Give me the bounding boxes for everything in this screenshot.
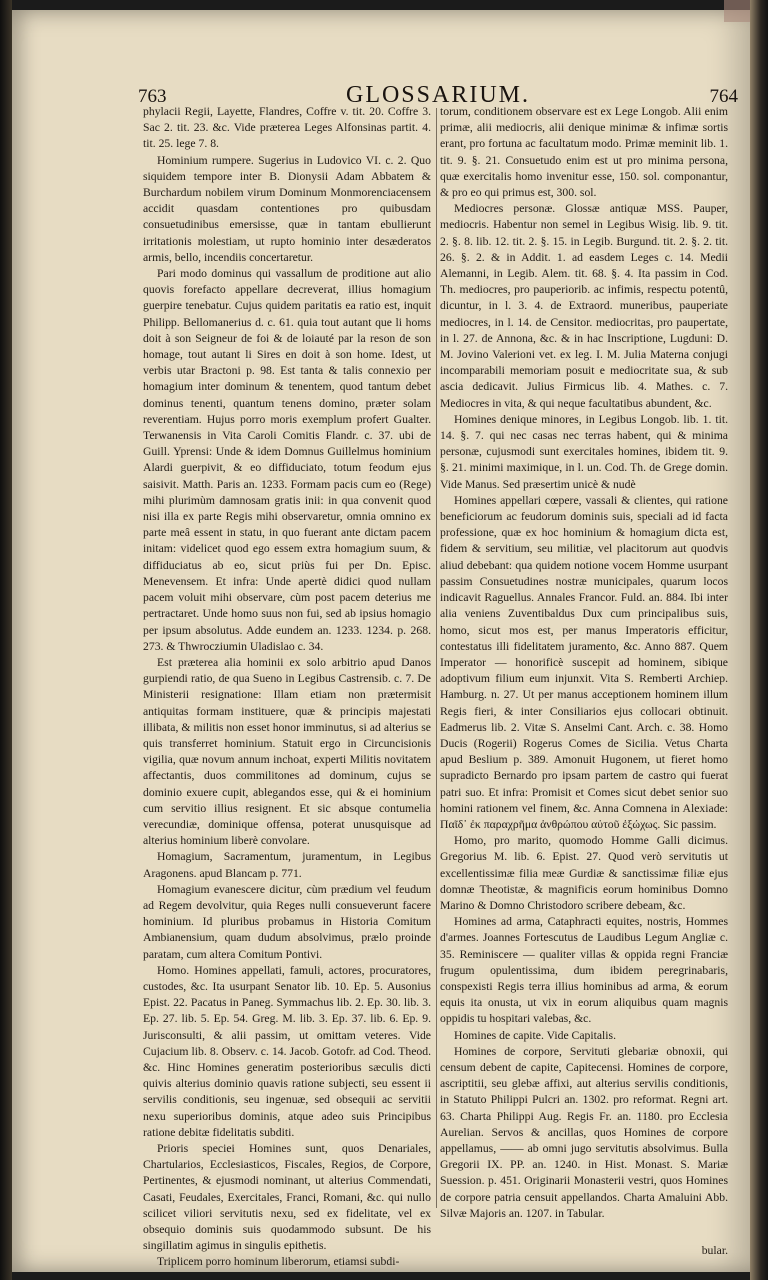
book-gutter-left [0, 0, 12, 1280]
running-title: GLOSSARIUM. [345, 82, 531, 108]
left-paragraph-4: Est præterea alia hominii ex solo arbitrio apud Danos gurpiendi ratio, de qua Sueno in Legibus Castrensib. c. 7. De Ministerii resignatione: Illam etiam non prætermisit antiquitas formam instituere, quæ & principis majestati illibata, & militis non esset honor imminutus, si ad alterius se quis transferret hominium. Statuit ergo in Circuncisionis vigilia, quæ novum annum inchoat, experti Militis novitatem affectantis, duos commilitones ad dominum, cujus se dominio exuere cupit, ablegandos esse, qui & ei hominium cum servitio illius resignent. Et sic absque contumelia verecundiæ, dominique offensa, poterat unusquisque ad alterius hominium liberè convolare. [143, 655, 431, 848]
right-paragraph-1: torum, conditionem observare est ex Lege Longob. Alii enim primæ, alii mediocris, alii denique minimæ & infimæ sortis erant, pro fortuna ac facultatum modo. Primæ meminit lib. 1. tit. 9. §. 21. Consuetudo enim est ut pro minima persona, quæ exercitalis homo invenitur esse, 150. sol. componantur, & pro eo qui primus est, 300. sol. [440, 105, 728, 200]
right-paragraph-8: Homines de corpore, Servituti glebariæ obnoxii, qui censum debent de capite, Capitecensi. Homines de corpore, ascriptitii, seu glebæ affixi, aut alterius servilis conditionis, in Statuto Philippi Pulcri an. 1302. pro reformat. Regni art. 63. Charta Philippi Aug. Regis Fr. an. 1180. pro Ecclesia Aurelian. Servos & ancillas, quos Homines de corpore appellamus, —— ab omni jugo servitutis absolvimus. Bulla Gregorii IX. PP. an. 1240. in Hist. Monast. S. Mariæ Suession. p. 451. Originarii Monasterii vestri, quos Homines de corpore patria censuit appellandos. Charta Amaluini Abb. Silvæ Majoris an. 1207. in Tabular. [440, 1044, 728, 1220]
left-paragraph-8: Prioris speciei Homines sunt, quos Denariales, Chartularios, Ecclesiasticos, Fiscales, Regios, de Corpore, Pertinentes, & ejusmodi nominant, ut alterius Commendati, Casati, Feudales, Exercitales, Franci, Romani, &c. qui nullo scilicet viliori servitutis nexu, sed ex fidelitate, vel ex obsequio dominis suis quodammodo subsunt. De his singillatim agimus in singulis epithetis. [143, 1142, 431, 1253]
left-paragraph-5: Homagium, Sacramentum, juramentum, in Legibus Aragonens. apud Blancam p. 771. [143, 850, 431, 880]
left-paragraph-7: Homo. Homines appellati, famuli, actores, procuratores, custodes, &c. Ita usurpant Senator lib. 10. Ep. 5. Ausonius Epist. 22. Pacatus in Paneg. Symmachus lib. 2. Ep. 30. lib. 3. Ep. 27. lib. 5. Ep. 54. Greg. M. lib. 3. Ep. 37. lib. 6. Ep. 9. Jurisconsulti, & alii passim, ut omittam veteres. Vide Cujacium lib. 8. Observ. c. 14. Jacob. Gotofr. ad Cod. Theod. &c. Hinc Homines generatim posterioribus sæculis dicti quivis alterius dominio quavis ratione subjecti, seu essent ii servilis conditionis, seu ingenuæ, sed obsequii ac servitii nexu superioribus dominis, atque adeo suis Principibus ratione debitæ fidelitatis subditi. [143, 963, 431, 1139]
right-paragraph-5: Homo, pro marito, quomodo Homme Galli dicimus. Gregorius M. lib. 6. Epist. 27. Quod verò servitutis ut excellentissimæ filia meæ Gurdiæ & sanctissimæ filiæ ejus domnæ Theotistæ, & magnificis eorum hominibus Domno Marino & Domno Christodoro scribere debeam, &c. [440, 834, 728, 912]
left-page-number: 763 [138, 86, 167, 107]
right-paragraph-4: Homines appellari cœpere, vassali & clientes, qui ratione beneficiorum ac feudorum dominis suis, speciali ad id facta professione, quæ ex hoc hominium & homagium dicta est, fidem & servitium, seu militiæ, vel placitorum aut quodvis aliud debebant: qua quidem notione vocem Homme usurpant passim Consuetudines nostræ municipales, quarum locos indicavit Raguellus. Annales Francor. Fuld. an. 884. Ibi inter alia veniens Zuventibaldus Dux cum principalibus suis, homo, sicut mos est, per manus Imperatoris efficitur, contestatus illi fidelitatem juramento, &c. Anno 887. Quem Imperator — honorificè suscepit ad hominem, sibique adoptivum filium eum injunxit. Vita S. Remberti Archiep. Hamburg. n. 27. Ut per manus acceptionem hominem illum Regis fieri, & inter Consiliarios ejus collocari obtinuit. Eadmerus lib. 2. Vitæ S. Anselmi Cant. Arch. c. 38. Homo Ducis (Rogerii) Rogerus Comes de Sicilia. Vetus Charta apud Beslium p. 389. Amonuit Hugonem, ut fieret homo supradicto Bernardo pro ipsam partem de castro qui fuerat patri suo. Et infra: Promisit et Comes sicut debet senior suo homini rationem vel finem, &c. Anna Comnena in Alexiade: Παῖδ᾽ ἐκ παραχρῆμα ἀνθρώπου αὐτοῦ ἐξώχως. Sic passim. [440, 493, 728, 831]
right-paragraph-2: Mediocres personæ. Glossæ antiquæ MSS. Pauper, mediocris. Habentur non semel in Legibus Wisig. lib. 9. tit. 2. §. 8. lib. 12. tit. 2. §. 15. in Legib. Burgund. tit. 2. §. 2. tit. 26. §. 2. & in Addit. 1. ad easdem Leges c. 14. Medii Alemanni, in Legib. Alem. tit. 68. §. 4. Ita passim in Cod. Th. mediocres, pro pauperiorib. ac infimis, respectu potentû, dicuntur, in l. 3. 4. de Extraord. muneribus, pauperiate mediocres, in l. 14. de Censitor. mediocritas, pro paupertate, in l. 27. de Annona, &c. & in hac Inscriptione, Lugduni: D. M. Jovino Valerioni vet. ex leg. I. M. Julia Materna conjugi incomparabili memoriam posuit e mediocritate sua, & sub ascia dedicavit. Julius Firmicus lib. 4. Mathes. c. 7. Mediocres in vita, & qui neque facultatibus abundent, &c. [440, 202, 728, 410]
paper-stain [724, 0, 750, 22]
column-rule [436, 108, 437, 1208]
left-paragraph-2: Hominium rumpere. Sugerius in Ludovico VI. c. 2. Quo siquidem tempore inter B. Dionysii Adam Abbatem & Burchardum nobilem virum Dominum Monmorenciacensem accidit quasdam contentiones pro quibusdam consuetudinibus emersisse, quæ in tantam ebullierunt irritationis molestiam, ut rupto hominio inter desæderatos armis, bello, incendiis concertaretur. [143, 153, 431, 264]
left-paragraph-9: Triplicem porro hominum liberorum, etiamsi subdi- [157, 1255, 400, 1269]
left-paragraph-3: Pari modo dominus qui vassallum de proditione aut alio quovis forefacto appellare decreverat, illius homagium guerpire tenebatur. Cujus quidem paritatis ea ratio est, inquit Philipp. Bellomanerius d. c. 61. quia tout autant que li homs doit à son Seigneur de foi & de loiauté par la reson de son homage, tout autant li Sires en doit à son home. Idest, ut verbis utar Bractoni p. 98. Est tanta & talis connexio per homagium inter dominum & tenentem, quod tantum debet dominus tenenti, quantum tenens domino, præter solam reverentiam. Hujus porro moris exemplum profert Gualter. Terwanensis in Vita Caroli Comitis Flandr. c. 37. ubi de Guill. Yprensi: Unde & idem Domnus Guillelmus hominium Alardi guerpivit, & eo diffiduciato, totum feodum ejus saisivit. Matth. Paris an. 1233. Formam pacis cum eo (Rege) mihi plurimùm damnosam gratis inii: in qua convenit quod nisi illa ex parte Regis mihi observaretur, omnia omnino ex parte meâ essent in statu, in quo fuerant ante dictam pacem initam: videlicet quod ego essem extra homagium suum, & diffiduciatus ab eo, sicut priùs fui per Dn. Episc. Menevensem. Et infra: Unde apertè didici quod nullam pacem voluit mihi observare, cùm post pacem deterius me pertractaret. Unde homo suus non fui, sed ab ipsius homagio per ipsum absolutus. Adde eundem an. 1233. 1234. p. 268. 273. & Thwrocziumin Uladislao c. 34. [143, 267, 431, 653]
right-paragraph-3: Homines denique minores, in Legibus Longob. lib. 1. tit. 14. §. 7. qui nec casas nec terras habent, qui & minima personæ, cujusmodi sunt exercitales homines, ibidem tit. 9. §. 21. minimi maximique, in l. un. Cod. Th. de Grege domin. Vide Manus. Sed præsertim unicè & nudè [440, 412, 728, 491]
right-paragraph-7: Homines de capite. Vide Capitalis. [454, 1028, 617, 1042]
right-paragraph-6: Homines ad arma, Cataphracti equites, nostris, Hommes d'armes. Joannes Fortescutus de Laudibus Legum Angliæ c. 35. Reminiscere — qualiter villas & oppida regni Franciæ frugum opulentissima, dum ibidem peregrinabaris, conspexisti Regis terra illius hominibus ad arma, & eorum equis ita onusta, ut vix in eorum aliquibus quam magnis oppidis tu hospitari valebas, &c. [440, 915, 728, 1026]
right-page-number: 764 [709, 86, 738, 107]
book-page-edge [750, 0, 768, 1280]
right-column [440, 104, 728, 1279]
left-paragraph-6: Homagium evanescere dicitur, cùm prædium vel feudum ad Regem devolvitur, quia Reges nulli consueverunt facere hominium. Id pluribus probamus in Historia Comitum Ambianensium, quam dudum absolvimus, prælo proinde paratam, cum altera Comitum Pontivi. [143, 882, 431, 961]
left-column [143, 104, 431, 1279]
catchword: bular. [701, 1244, 728, 1257]
left-paragraph-1: phylacii Regii, Layette, Flandres, Coffre v. tit. 20. Coffre 3. Sac 2. tit. 23. &c. Vide præterea Leges Alfonsinas partit. 4. tit. 25. lege 7. 8. [143, 105, 431, 151]
